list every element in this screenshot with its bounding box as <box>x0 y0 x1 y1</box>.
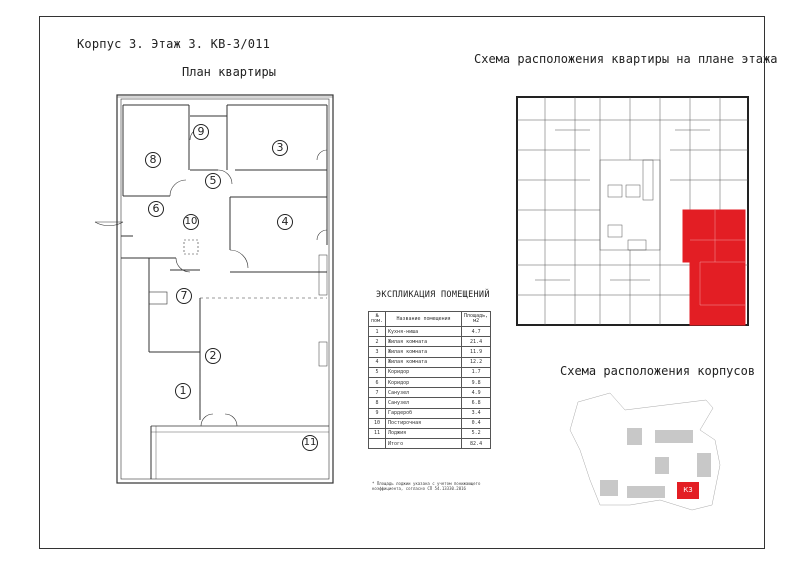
cell-area: 5.2 <box>462 428 491 438</box>
room-marker-4: 4 <box>277 214 293 230</box>
plan-title: План квартиры <box>182 65 276 79</box>
cell-area: 3.4 <box>462 408 491 418</box>
cell-name: Жилая комната <box>386 347 462 357</box>
cell-name: Коридор <box>386 377 462 387</box>
cell-number: 9 <box>369 408 386 418</box>
cell-area: 9.8 <box>462 377 491 387</box>
room-marker-8: 8 <box>145 152 161 168</box>
room-marker-10: 10 <box>183 214 199 230</box>
cell-area: 21.4 <box>462 337 491 347</box>
cell-area: 4.9 <box>462 388 491 398</box>
cell-area: 4.7 <box>462 327 491 337</box>
cell-name: Санузел <box>386 398 462 408</box>
cell-number: 7 <box>369 388 386 398</box>
cell-name: Жилая комната <box>386 337 462 347</box>
cell-name: Итого <box>386 439 462 449</box>
cell-area: 82.4 <box>462 439 491 449</box>
cell-area: 1.7 <box>462 367 491 377</box>
page-title: Корпус 3. Этаж 3. КВ-3/011 <box>77 37 271 51</box>
cell-number: 1 <box>369 327 386 337</box>
footnote: * Площадь лоджии указана с учетом понижающего коэффициента, согласно СП 54.13330.2016 <box>372 481 481 491</box>
column-header-number: № пом. <box>369 312 386 327</box>
room-marker-6: 6 <box>148 201 164 217</box>
room-marker-9: 9 <box>193 124 209 140</box>
cell-number: 2 <box>369 337 386 347</box>
cell-name: Постирочная <box>386 418 462 428</box>
room-marker-3: 3 <box>272 140 288 156</box>
cell-name: Коридор <box>386 367 462 377</box>
cell-number: 6 <box>369 377 386 387</box>
cell-number: 10 <box>369 418 386 428</box>
cell-area: 0.4 <box>462 418 491 428</box>
cell-name: Лоджия <box>386 428 462 438</box>
cell-name: Санузел <box>386 388 462 398</box>
cell-number: 5 <box>369 367 386 377</box>
explication-title: ЭКСПЛИКАЦИЯ ПОМЕЩЕНИЙ <box>376 290 490 300</box>
cell-area: 6.8 <box>462 398 491 408</box>
cell-name: Кухня-ниша <box>386 327 462 337</box>
cell-name: Жилая комната <box>386 357 462 367</box>
blocks-scheme-title: Схема расположения корпусов <box>560 364 756 378</box>
floor-scheme-title: Схема расположения квартиры на плане этажа <box>474 52 778 66</box>
column-header-area: Площадь, м2 <box>462 312 491 327</box>
cell-area: 12.2 <box>462 357 491 367</box>
room-marker-5: 5 <box>205 173 221 189</box>
cell-number: 11 <box>369 428 386 438</box>
block-k3-highlight: К3 <box>677 482 699 499</box>
cell-number: 4 <box>369 357 386 367</box>
room-marker-1: 1 <box>175 383 191 399</box>
cell-area: 11.9 <box>462 347 491 357</box>
room-marker-2: 2 <box>205 348 221 364</box>
cell-name: Гардероб <box>386 408 462 418</box>
room-marker-7: 7 <box>176 288 192 304</box>
cell-number: 8 <box>369 398 386 408</box>
column-header-name: Название помещения <box>386 312 462 327</box>
room-marker-11: 11 <box>302 435 318 451</box>
cell-number: 3 <box>369 347 386 357</box>
